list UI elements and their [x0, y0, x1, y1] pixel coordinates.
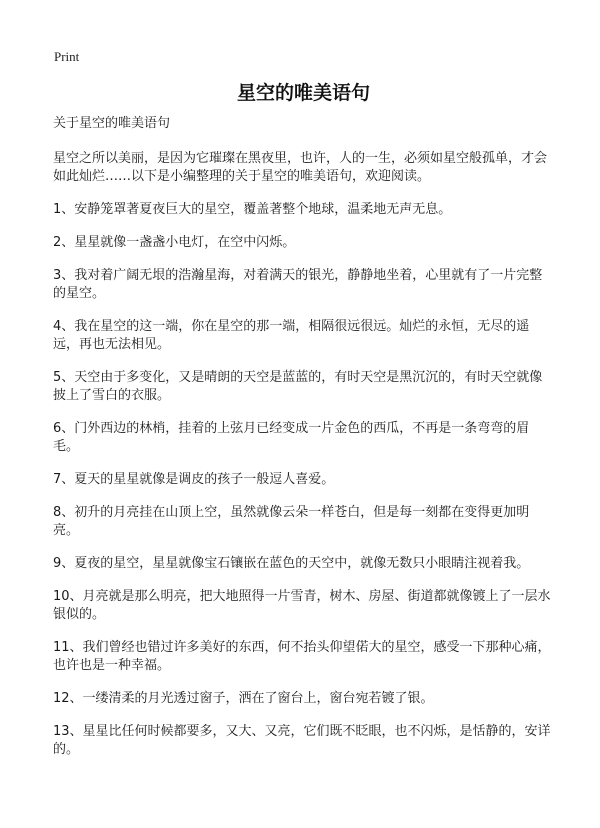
- list-item: 7、夏天的星星就像是调皮的孩子一般逗人喜爱。: [53, 472, 335, 487]
- list-item: 6、门外西边的林梢，挂着的上弦月已经变成一片金色的西瓜，不再是一条弯弯的眉毛。: [53, 421, 530, 454]
- list-item: 10、月亮就是那么明亮，把大地照得一片雪青，树木、房屋、街道都就像镀上了一层水银似的。: [53, 589, 551, 622]
- list-item: 5、天空由于多变化，又是晴朗的天空是蓝蓝的，有时天空是黑沉沉的，有时天空就像披上了雪白的衣服。: [53, 370, 543, 403]
- list-item: 3、我对着广阔无垠的浩瀚星海，对着满天的银光，静静地坐着，心里就有了一片完整的星空。: [53, 268, 543, 301]
- list-item: 12、一缕清柔的月光透过窗子，洒在了窗台上，窗台宛若镀了银。: [53, 691, 434, 706]
- page-title: 星空的唯美语句: [236, 82, 370, 104]
- list-item: 4、我在星空的这一端，你在星空的那一端，相隔很远很远。灿烂的永恒，无尽的遥远，再也无法相见。: [53, 319, 530, 352]
- list-item: 2、星星就像一盏盏小电灯，在空中闪烁。: [53, 235, 296, 250]
- list-item: 9、夏夜的星空，星星就像宝石镶嵌在蓝色的天空中，就像无数只小眼睛注视着我。: [53, 556, 530, 571]
- print-link[interactable]: Print: [54, 49, 80, 64]
- sentence-list: [53, 201, 554, 759]
- list-item: 8、初升的月亮挂在山顶上空，虽然就像云朵一样苍白，但是每一刻都在变得更加明亮。: [53, 505, 530, 538]
- list-item: 1、安静笼罩著夏夜巨大的星空，覆盖著整个地球，温柔地无声无息。: [53, 202, 452, 217]
- page-subtitle: 关于星空的唯美语句: [53, 116, 171, 131]
- intro-paragraph: 星空之所以美丽，是因为它璀璨在黑夜里，也许，人的一生，必须如星空般孤单，才会如此灿烂……以下是小编整理的关于星空的唯美语句，欢迎阅读。: [53, 151, 548, 184]
- list-item: 11、我们曾经也错过许多美好的东西，何不抬头仰望偌大的星空，感受一下那种心痛，也许也是一种幸福。: [53, 640, 551, 673]
- list-item: 13、星星比任何时候都要多，又大、又亮，它们既不眨眼，也不闪烁，是恬静的，安详的。: [53, 724, 551, 757]
